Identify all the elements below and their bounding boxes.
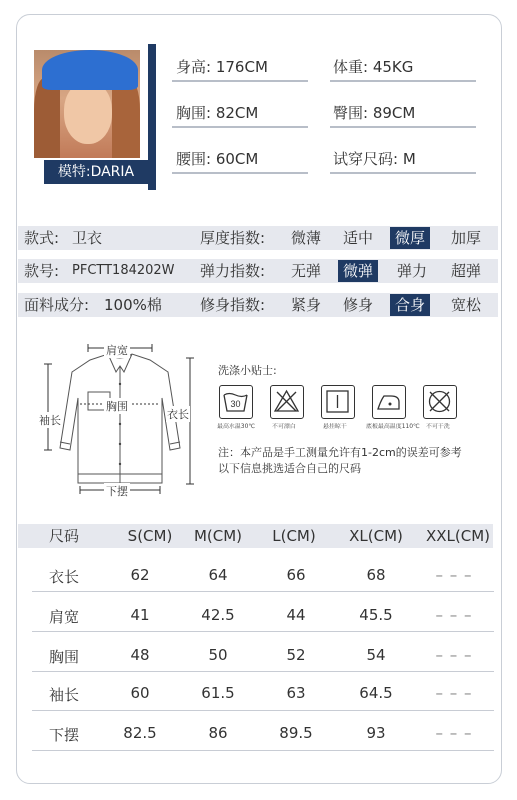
size-cell: 54 — [366, 646, 386, 664]
size-row-divider — [32, 671, 494, 672]
size-cell: 64 — [208, 566, 228, 584]
size-cell: 60 — [130, 684, 150, 702]
style-label: 款式: — [24, 229, 60, 247]
size-cell: – – – — [435, 724, 473, 742]
stat-weight: 体重: 45KG — [333, 58, 414, 76]
size-cell: 66 — [286, 566, 306, 584]
fit-option-selected: 合身 — [390, 294, 430, 316]
size-cell: 86 — [208, 724, 228, 742]
size-table-header: 尺码 — [48, 527, 79, 545]
thickness-label: 厚度指数: — [200, 229, 266, 247]
size-cell: 50 — [208, 646, 228, 664]
size-cell: 44 — [286, 606, 306, 624]
fabric-label: 面料成分: — [24, 296, 90, 314]
diagram-chest-label: 胸围 — [106, 400, 128, 413]
stat-underline — [172, 172, 308, 174]
care-note-line2: 以下信息挑选适合自己的尺码 — [218, 462, 361, 475]
size-row-divider — [32, 750, 494, 751]
code-value: PFCTT184202W — [72, 263, 175, 278]
model-photo — [34, 50, 140, 158]
size-row-name: 下摆 — [48, 726, 79, 744]
stat-underline — [330, 126, 476, 128]
care-note-line1: 注：本产品是手工测量允许有1-2cm的误差可参考 — [218, 446, 462, 459]
thickness-option: 适中 — [342, 229, 373, 247]
size-table-header: M(CM) — [193, 527, 243, 545]
size-cell: 48 — [130, 646, 150, 664]
stat-bust: 胸围: 82CM — [176, 104, 259, 122]
model-hair-left — [34, 78, 60, 158]
size-cell: 42.5 — [201, 606, 235, 624]
care-caption: 悬挂晾干 — [323, 422, 347, 430]
stat-hip: 臀围: 89CM — [333, 104, 416, 122]
elasticity-option: 超弹 — [450, 262, 481, 280]
size-cell: 52 — [286, 646, 306, 664]
size-cell: – – – — [435, 646, 473, 664]
fit-label: 修身指数: — [200, 296, 266, 314]
stat-underline — [172, 126, 308, 128]
stat-try-size: 试穿尺码: M — [333, 150, 416, 168]
care-caption: 不可漂白 — [272, 422, 296, 430]
stat-underline — [330, 172, 476, 174]
size-row-divider — [32, 710, 494, 711]
model-face — [64, 82, 112, 144]
size-row-name: 袖长 — [48, 686, 79, 704]
code-label: 款号: — [24, 262, 60, 280]
size-table-header: S(CM) — [127, 527, 173, 545]
care-caption: 底板最高温度110℃ — [366, 422, 420, 430]
thickness-option: 微薄 — [290, 229, 321, 247]
care-title: 洗涤小贴士: — [218, 364, 277, 377]
size-row-name: 胸围 — [48, 648, 79, 666]
stat-underline — [330, 80, 476, 82]
elasticity-option-selected: 微弹 — [338, 260, 378, 282]
size-cell: 41 — [130, 606, 150, 624]
size-row-name: 衣长 — [48, 568, 79, 586]
diagram-length-label: 衣长 — [167, 408, 189, 421]
elasticity-label: 弹力指数: — [200, 262, 266, 280]
diagram-sleeve-label: 袖长 — [39, 414, 61, 427]
fabric-value: 100%棉 — [104, 296, 162, 314]
svg-text:30: 30 — [230, 399, 241, 409]
size-row-name: 肩宽 — [48, 608, 79, 626]
thickness-option-selected: 微厚 — [390, 227, 430, 249]
fit-option: 紧身 — [290, 296, 321, 314]
care-caption: 最高水温30℃ — [217, 422, 256, 430]
no-dry-clean-icon — [423, 385, 457, 419]
size-cell: 63 — [286, 684, 306, 702]
size-cell: – – – — [435, 566, 473, 584]
care-caption: 不可干洗 — [426, 422, 450, 430]
size-table-header: XL(CM) — [349, 527, 403, 545]
diagram-hem-label: 下摆 — [106, 485, 128, 498]
model-hair-right — [112, 78, 140, 158]
size-cell: 68 — [366, 566, 386, 584]
size-cell: 45.5 — [359, 606, 393, 624]
elasticity-option: 弹力 — [396, 262, 427, 280]
line-dry-icon — [321, 385, 355, 419]
size-cell: 64.5 — [359, 684, 393, 702]
size-row-divider — [32, 631, 494, 632]
size-table-header: L(CM) — [272, 527, 316, 545]
size-row-divider — [32, 591, 494, 592]
size-cell: 62 — [130, 566, 150, 584]
fit-option: 宽松 — [450, 296, 481, 314]
stat-height: 身高: 176CM — [176, 58, 268, 76]
thickness-option: 加厚 — [450, 229, 481, 247]
style-value: 卫衣 — [72, 229, 103, 247]
size-cell: 61.5 — [201, 684, 235, 702]
diagram-shoulder-label: 肩宽 — [106, 344, 128, 357]
model-name-label: 模特:DARIA — [44, 160, 148, 184]
size-cell: 82.5 — [123, 724, 157, 742]
size-cell: – – – — [435, 684, 473, 702]
iron-110-icon — [372, 385, 406, 419]
size-cell: – – – — [435, 606, 473, 624]
fit-option: 修身 — [342, 296, 373, 314]
model-cap — [42, 50, 138, 90]
size-table-header: XXL(CM) — [425, 527, 491, 545]
accent-bar — [148, 44, 156, 190]
wash-30-icon — [219, 385, 253, 419]
size-cell: 89.5 — [279, 724, 313, 742]
elasticity-option: 无弹 — [290, 262, 321, 280]
stat-underline — [172, 80, 308, 82]
size-cell: 93 — [366, 724, 386, 742]
stat-waist: 腰围: 60CM — [176, 150, 259, 168]
no-bleach-icon — [270, 385, 304, 419]
